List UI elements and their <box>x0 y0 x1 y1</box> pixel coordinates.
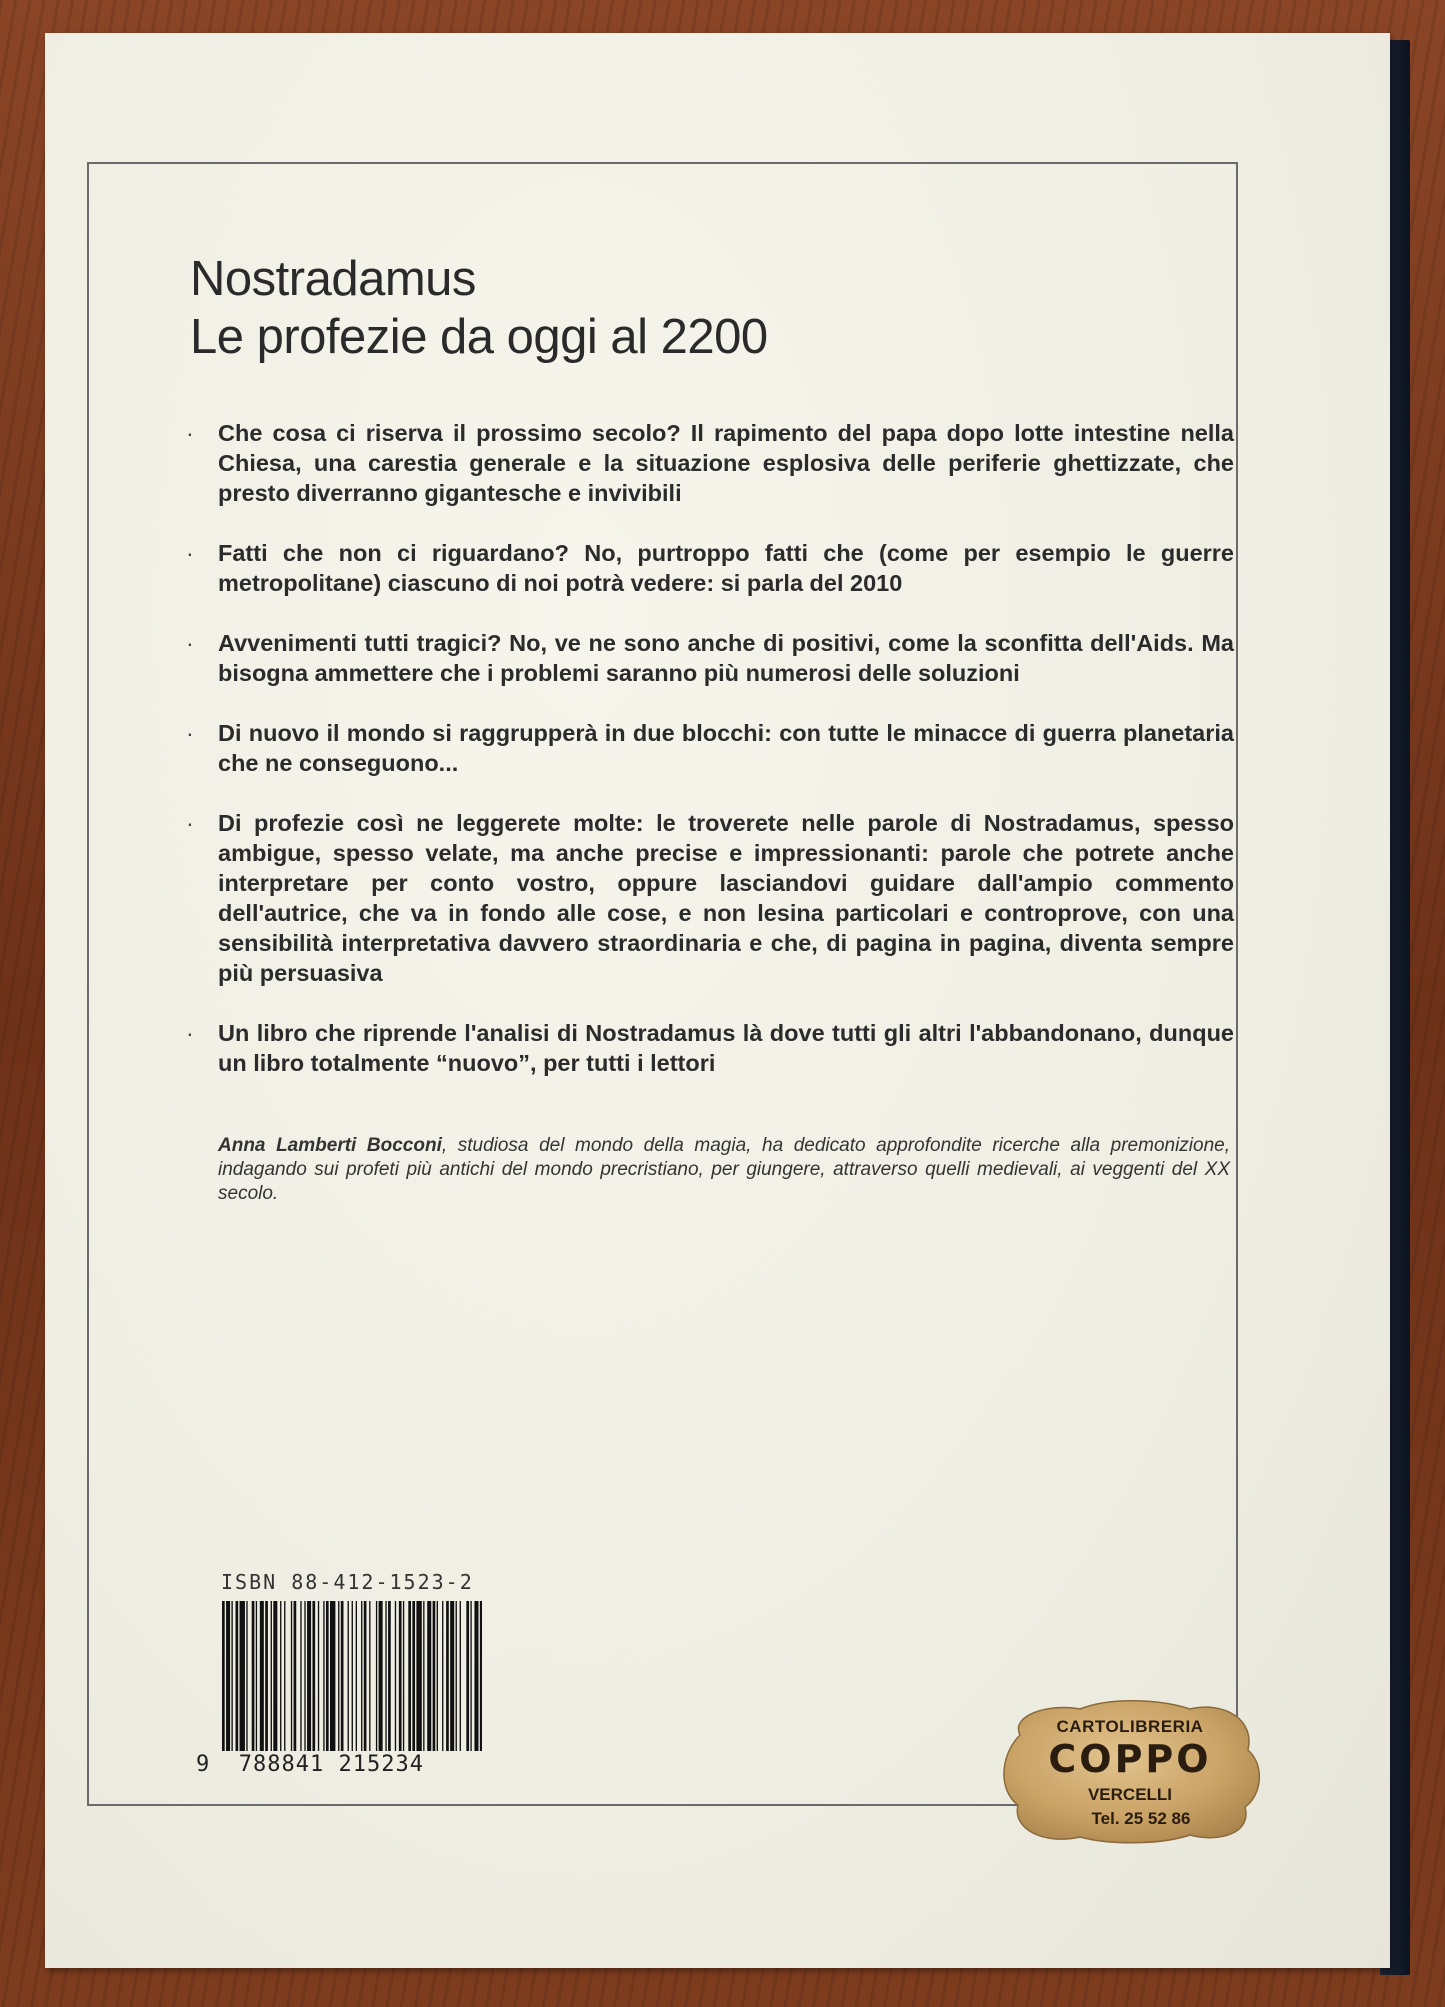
barcode-icon <box>222 1601 482 1771</box>
barcode-bar <box>236 1601 239 1751</box>
barcode-bar <box>240 1601 245 1751</box>
barcode-bar <box>433 1601 436 1751</box>
author-bio <box>218 1134 1230 1206</box>
barcode-bar <box>304 1601 305 1751</box>
barcode-bar <box>318 1601 319 1751</box>
barcode-bar <box>399 1601 402 1751</box>
sticker-line-3: VERCELLI <box>1087 1785 1173 1804</box>
book-title <box>190 250 768 366</box>
barcode-bar <box>246 1601 247 1751</box>
barcode-bar <box>456 1601 457 1751</box>
barcode-bar <box>376 1601 377 1751</box>
barcode-bar <box>330 1601 335 1751</box>
barcode-bar <box>348 1601 349 1751</box>
barcode-bar <box>323 1601 324 1751</box>
barcode-bar <box>466 1601 469 1751</box>
barcode-bar <box>480 1601 482 1751</box>
barcode-bar <box>352 1601 353 1751</box>
blurb-text: Che cosa ci riserva il prossimo secolo? Il rapimento del papa dopo lotte intestine nella Chiesa, una carestia generale e la situazione esplosiva delle periferie ghettizzate, che presto diverranno gigantesche e invivibili <box>218 420 1234 506</box>
blurb-text: Avvenimenti tutti tragici? No, ve ne sono anche di positivi, come la sconfitta dell'Aids. Ma bisogna ammettere che i problemi saranno più numerosi delle soluzioni <box>218 630 1234 686</box>
barcode-bar <box>256 1601 257 1751</box>
barcode-bar <box>294 1601 297 1751</box>
blurb-item <box>186 418 1234 508</box>
blurb-item <box>186 718 1234 778</box>
title-line-2: Le profezie da oggi al 2200 <box>190 310 768 364</box>
barcode-bar <box>265 1601 268 1751</box>
barcode-bar <box>307 1601 311 1751</box>
barcode-bar <box>408 1601 411 1751</box>
barcode-bar <box>291 1601 292 1751</box>
barcode-bar <box>442 1601 443 1751</box>
blurb-item <box>186 628 1234 688</box>
bullet-icon: · <box>186 540 194 566</box>
title-line-1: Nostradamus <box>190 252 476 306</box>
barcode-bar <box>271 1601 272 1751</box>
sticker-text <box>990 1695 1270 1845</box>
barcode-bar <box>326 1601 329 1751</box>
barcode-bar <box>338 1601 339 1751</box>
barcode-bar <box>341 1601 344 1751</box>
barcode-bar <box>364 1601 367 1751</box>
barcode-bar <box>460 1601 461 1751</box>
barcode-bar <box>379 1601 383 1751</box>
blurb-list <box>186 418 1234 1108</box>
barcode-bar <box>356 1601 357 1751</box>
blurb-text: Fatti che non ci riguardano? No, purtroppo fatti che (come per esempio le guerre metropolitane) ciascuno di noi potrà vedere: si parla del 2010 <box>218 540 1234 596</box>
barcode-bar <box>412 1601 415 1751</box>
barcode-bar <box>416 1601 421 1751</box>
isbn-label: ISBN 88-412-1523-2 <box>221 1570 474 1594</box>
barcode-bar <box>260 1601 264 1751</box>
barcode-first-digit: 9 <box>196 1752 211 1777</box>
barcode-bar <box>280 1601 281 1751</box>
barcode-bar <box>388 1601 391 1751</box>
barcode-bar <box>273 1601 277 1751</box>
bullet-icon: · <box>186 720 194 746</box>
bullet-icon: · <box>186 810 194 836</box>
barcode-bar <box>446 1601 449 1751</box>
barcode-bar <box>300 1601 301 1751</box>
blurb-item <box>186 538 1234 598</box>
barcode-bar <box>450 1601 454 1751</box>
barcode-bar <box>470 1601 471 1751</box>
barcode-bar <box>222 1601 225 1751</box>
barcode-bar <box>312 1601 315 1751</box>
barcode-bar <box>423 1601 424 1751</box>
barcode-bar <box>231 1601 232 1751</box>
barcode-bar <box>395 1601 396 1751</box>
barcode-bar <box>369 1601 370 1751</box>
blurb-text: Di profezie così ne leggerete molte: le troverete nelle parole di Nostradamus, spesso ambigue, spesso velate, ma anche precise e impressionanti: parole che potrete anche interpretare per conto vostro, oppure lasciandovi guidare dall'ampio commento dell'autrice, che va in fondo alle cose, e non lesina particolari e controprove, con una sensibilità interpretativa davvero straordinaria e che, di pagina in pagina, diventa sempre più persuasiva <box>218 810 1234 986</box>
blurb-item <box>186 808 1234 988</box>
sticker-line-2: COPPO <box>1048 1737 1212 1781</box>
bullet-icon: · <box>186 630 194 656</box>
author-bio-text: , studiosa del mondo della magia, ha dedicato approfondite ricerche alla premonizione, indagando sui profeti più antichi del mondo precristiano, per giungere, attraverso quelli medievali, ai veggenti del XX secolo. <box>218 1135 1231 1204</box>
barcode-bar <box>385 1601 386 1751</box>
author-name: Anna Lamberti Bocconi <box>218 1135 442 1156</box>
barcode-bar <box>284 1601 285 1751</box>
blurb-text: Un libro che riprende l'analisi di Nostradamus là dove tutti gli altri l'abbandonano, dunque un libro totalmente “nuovo”, per tutti i lettori <box>218 1020 1234 1076</box>
barcode-digits <box>196 1752 424 1777</box>
barcode-bar <box>474 1601 478 1751</box>
barcode-bar <box>427 1601 431 1751</box>
sticker-line-1: CARTOLIBRERIA <box>1056 1717 1204 1736</box>
barcode-bar <box>226 1601 230 1751</box>
sticker-line-4: Tel. 25 52 86 <box>1091 1809 1191 1828</box>
blurb-item <box>186 1018 1234 1078</box>
bullet-icon: · <box>186 420 194 446</box>
barcode-bar <box>403 1601 404 1751</box>
blurb-text: Di nuovo il mondo si raggrupperà in due blocchi: con tutte le minacce di guerra planetaria che ne conseguono... <box>218 720 1234 776</box>
barcode-bar <box>437 1601 438 1751</box>
barcode-bar <box>361 1601 362 1751</box>
barcode-bar <box>252 1601 255 1751</box>
barcode-number: 788841 215234 <box>238 1752 424 1777</box>
bullet-icon: · <box>186 1020 194 1046</box>
